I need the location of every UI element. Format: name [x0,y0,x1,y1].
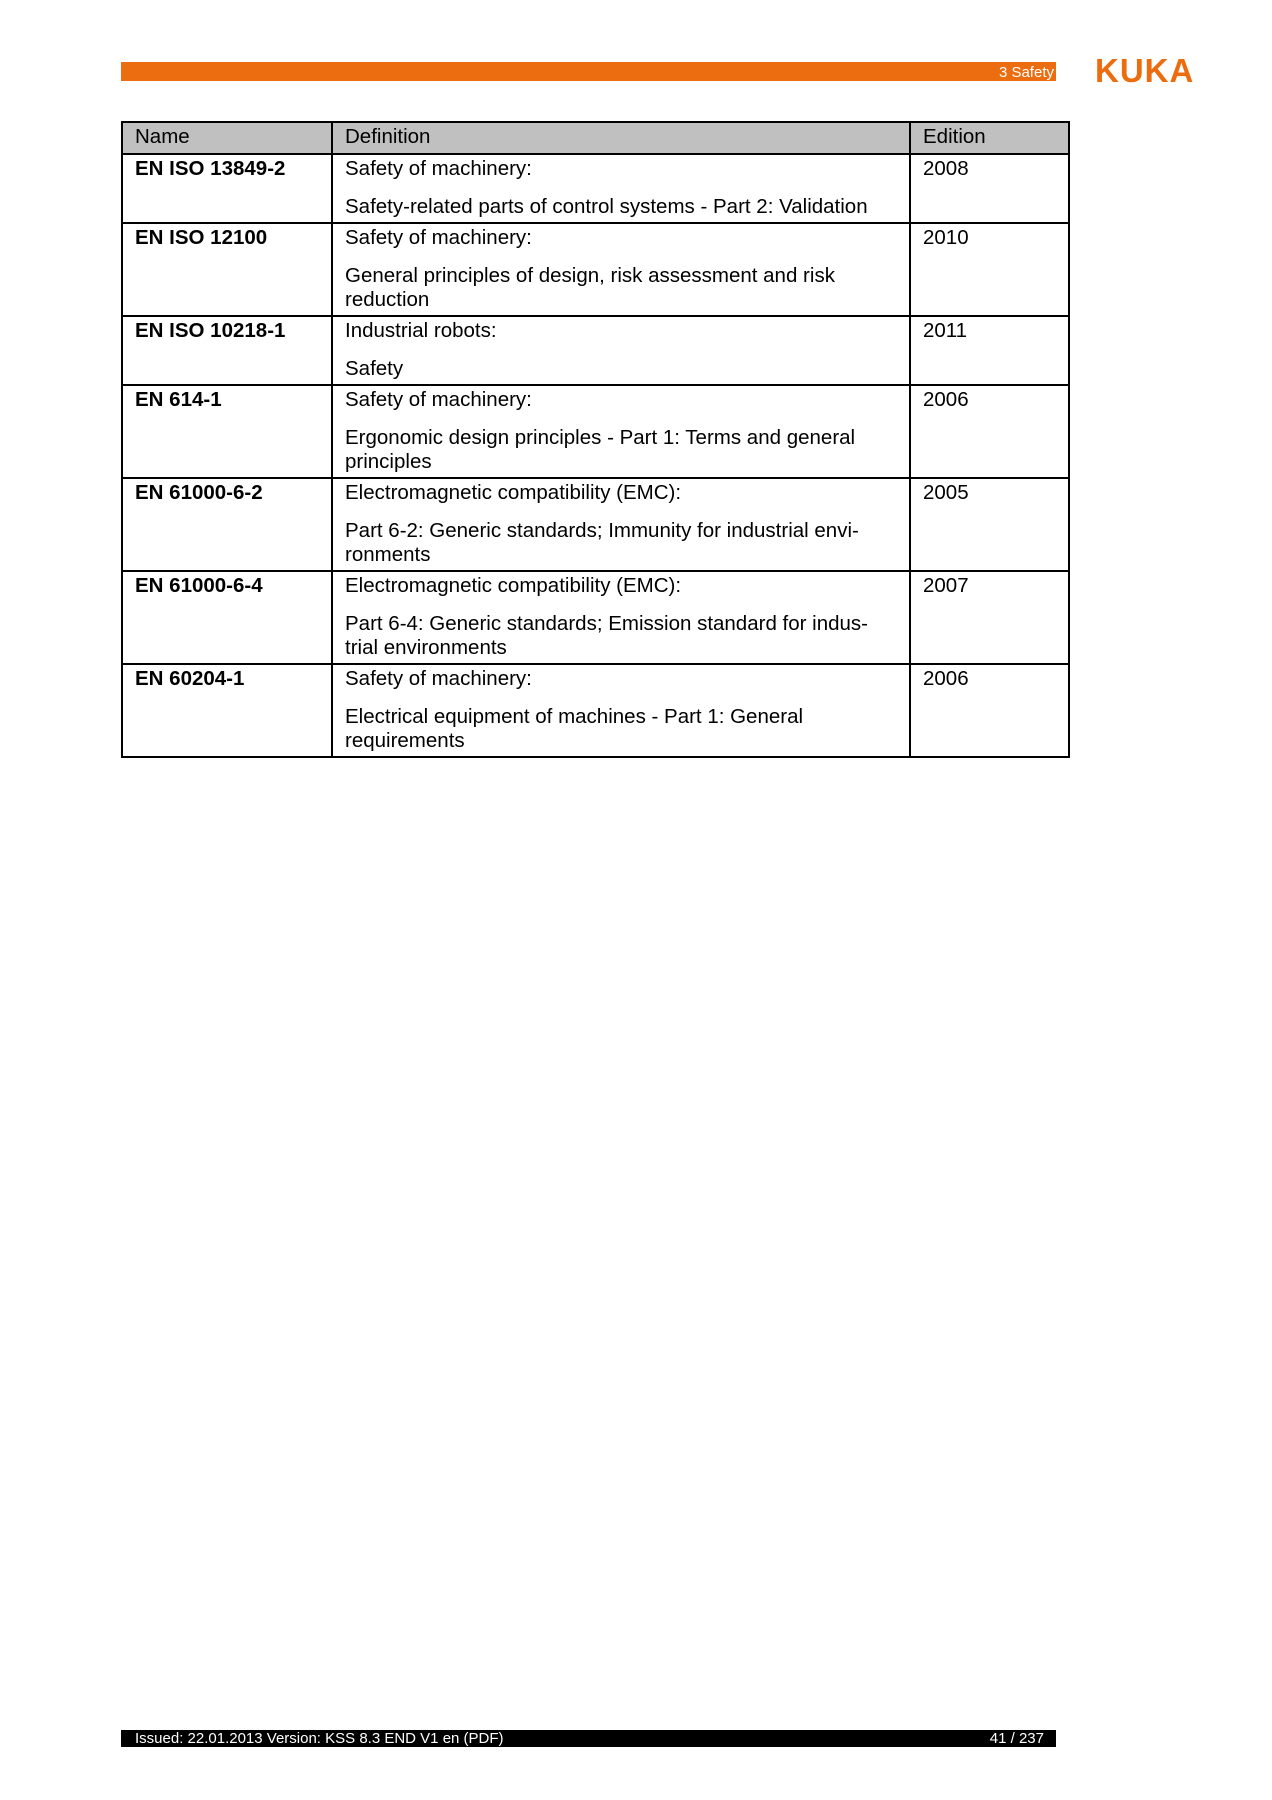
section-label: 3 Safety [998,64,1054,81]
standard-name: EN ISO 10218-1 [122,316,332,385]
column-header-edition: Edition [910,122,1069,154]
standard-edition: 2008 [910,154,1069,223]
standard-definition [332,154,910,223]
standard-definition [332,223,910,316]
definition-detail: Safety-related parts of control systems - Part 2: Validation [345,195,868,218]
standard-name: EN 614-1 [122,385,332,478]
definition-detail: Electrical equipment of machines - Part 1: General requirements [345,705,804,752]
definition-title: Industrial robots: [345,319,497,342]
definition-title: Safety of machinery: [345,226,532,249]
standard-name: EN 61000-6-2 [122,478,332,571]
column-header-definition: Definition [332,122,910,154]
definition-title: Safety of machinery: [345,157,532,180]
column-header-name: Name [122,122,332,154]
definition-title: Safety of machinery: [345,667,532,690]
standard-edition: 2011 [910,316,1069,385]
kuka-logo [1095,54,1220,86]
standard-edition: 2010 [910,223,1069,316]
table-header-row [122,122,1069,154]
definition-title: Electromagnetic compatibility (EMC): [345,481,682,504]
standard-edition: 2006 [910,385,1069,478]
table-row [122,154,1069,223]
definition-detail: General principles of design, risk assessment and risk reduction [345,264,835,311]
table-row [122,316,1069,385]
standard-edition: 2006 [910,664,1069,757]
definition-title: Safety of machinery: [345,388,532,411]
standard-definition [332,478,910,571]
standard-definition [332,385,910,478]
standard-edition: 2007 [910,571,1069,664]
table-row [122,571,1069,664]
header-bar [121,62,1056,81]
definition-detail: Safety [345,357,404,380]
table-row [122,664,1069,757]
footer-page-number: 41 / 237 [989,1730,1044,1747]
definition-title: Electromagnetic compatibility (EMC): [345,574,682,597]
footer-bar [121,1730,1056,1747]
standard-name: EN ISO 13849-2 [122,154,332,223]
table-row [122,478,1069,571]
standard-definition [332,316,910,385]
table-row [122,223,1069,316]
standard-definition [332,664,910,757]
standard-definition [332,571,910,664]
definition-detail: Part 6-2: Generic standards; Immunity for industrial envi-ronments [345,519,859,566]
footer-issue-info: Issued: 22.01.2013 Version: KSS 8.3 END V1 en (PDF) [135,1730,504,1747]
standard-name: EN 60204-1 [122,664,332,757]
definition-detail: Ergonomic design principles - Part 1: Terms and general principles [345,426,856,473]
standards-table [121,121,1070,758]
standard-edition: 2005 [910,478,1069,571]
standard-name: EN ISO 12100 [122,223,332,316]
standard-name: EN 61000-6-4 [122,571,332,664]
table-row [122,385,1069,478]
definition-detail: Part 6-4: Generic standards; Emission standard for indus-trial environments [345,612,868,659]
logo-text: KUKA [1095,54,1195,86]
